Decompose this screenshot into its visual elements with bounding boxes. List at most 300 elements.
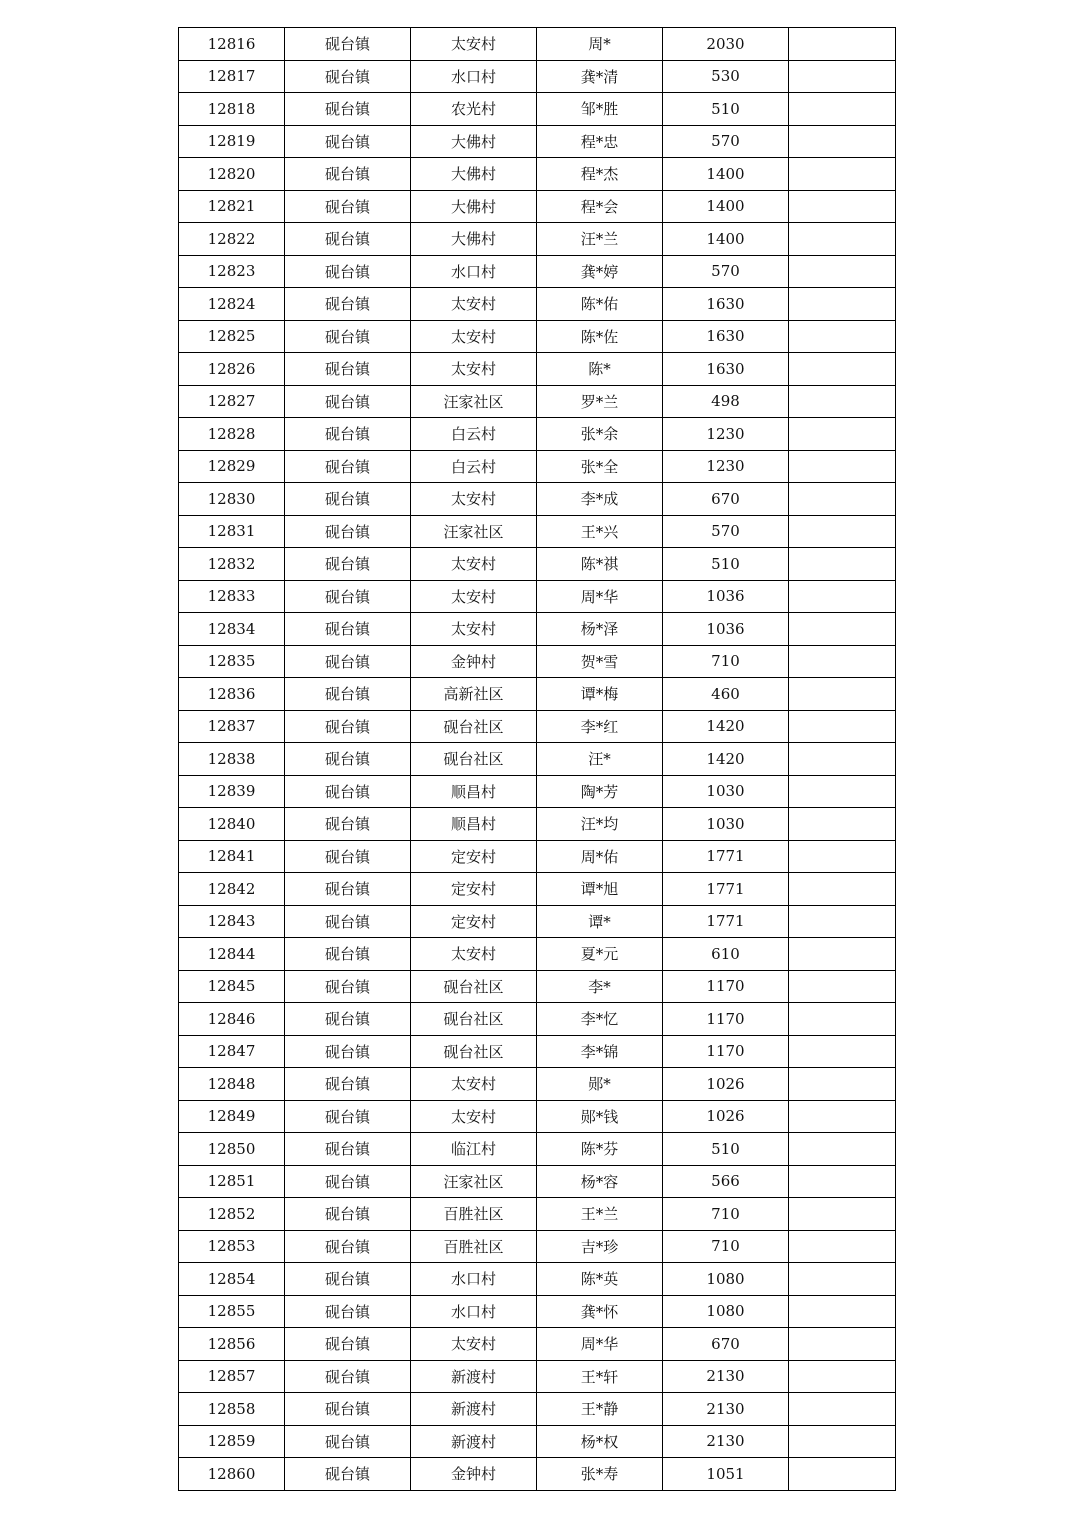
name-cell: 李*红 — [537, 710, 663, 743]
village-cell: 砚台社区 — [411, 743, 537, 776]
row-number-cell: 12819 — [179, 125, 285, 158]
note-cell — [789, 645, 896, 678]
note-cell — [789, 775, 896, 808]
village-cell: 太安村 — [411, 288, 537, 321]
village-cell: 百胜社区 — [411, 1230, 537, 1263]
town-cell: 砚台镇 — [285, 385, 411, 418]
note-cell — [789, 840, 896, 873]
note-cell — [789, 1035, 896, 1068]
village-cell: 新渡村 — [411, 1425, 537, 1458]
name-cell: 李*成 — [537, 483, 663, 516]
town-cell: 砚台镇 — [285, 743, 411, 776]
table-row — [179, 190, 896, 223]
table-row — [179, 1133, 896, 1166]
town-cell: 砚台镇 — [285, 450, 411, 483]
note-cell — [789, 1458, 896, 1491]
village-cell: 白云村 — [411, 418, 537, 451]
amount-cell: 710 — [663, 1230, 789, 1263]
village-cell: 汪家社区 — [411, 385, 537, 418]
note-cell — [789, 60, 896, 93]
village-cell: 太安村 — [411, 320, 537, 353]
name-cell: 陈*英 — [537, 1263, 663, 1296]
town-cell: 砚台镇 — [285, 1393, 411, 1426]
village-cell: 新渡村 — [411, 1360, 537, 1393]
name-cell: 陈* — [537, 353, 663, 386]
village-cell: 白云村 — [411, 450, 537, 483]
village-cell: 定安村 — [411, 840, 537, 873]
row-number-cell: 12857 — [179, 1360, 285, 1393]
village-cell: 太安村 — [411, 548, 537, 581]
village-cell: 农光村 — [411, 93, 537, 126]
note-cell — [789, 1165, 896, 1198]
name-cell: 杨*泽 — [537, 613, 663, 646]
amount-cell: 1771 — [663, 840, 789, 873]
table-row — [179, 28, 896, 61]
town-cell: 砚台镇 — [285, 158, 411, 191]
row-number-cell: 12831 — [179, 515, 285, 548]
note-cell — [789, 970, 896, 1003]
row-number-cell: 12825 — [179, 320, 285, 353]
amount-cell: 510 — [663, 548, 789, 581]
table-row — [179, 288, 896, 321]
amount-cell: 510 — [663, 93, 789, 126]
name-cell: 龚*怀 — [537, 1295, 663, 1328]
name-cell: 夏*元 — [537, 938, 663, 971]
table-row — [179, 580, 896, 613]
row-number-cell: 12853 — [179, 1230, 285, 1263]
town-cell: 砚台镇 — [285, 288, 411, 321]
amount-cell: 1630 — [663, 353, 789, 386]
name-cell: 谭* — [537, 905, 663, 938]
amount-cell: 1030 — [663, 808, 789, 841]
amount-cell: 1230 — [663, 418, 789, 451]
name-cell: 程*杰 — [537, 158, 663, 191]
town-cell: 砚台镇 — [285, 1328, 411, 1361]
note-cell — [789, 613, 896, 646]
village-cell: 百胜社区 — [411, 1198, 537, 1231]
note-cell — [789, 28, 896, 61]
amount-cell: 1630 — [663, 320, 789, 353]
row-number-cell: 12827 — [179, 385, 285, 418]
village-cell: 大佛村 — [411, 223, 537, 256]
town-cell: 砚台镇 — [285, 1458, 411, 1491]
table-row — [179, 515, 896, 548]
note-cell — [789, 1133, 896, 1166]
table-row — [179, 320, 896, 353]
name-cell: 李*忆 — [537, 1003, 663, 1036]
row-number-cell: 12852 — [179, 1198, 285, 1231]
village-cell: 大佛村 — [411, 125, 537, 158]
note-cell — [789, 1393, 896, 1426]
note-cell — [789, 353, 896, 386]
name-cell: 邹*胜 — [537, 93, 663, 126]
amount-cell: 1400 — [663, 190, 789, 223]
table-row — [179, 418, 896, 451]
name-cell: 汪*兰 — [537, 223, 663, 256]
amount-cell: 1400 — [663, 223, 789, 256]
row-number-cell: 12855 — [179, 1295, 285, 1328]
row-number-cell: 12848 — [179, 1068, 285, 1101]
note-cell — [789, 710, 896, 743]
row-number-cell: 12829 — [179, 450, 285, 483]
town-cell: 砚台镇 — [285, 1068, 411, 1101]
name-cell: 程*忠 — [537, 125, 663, 158]
town-cell: 砚台镇 — [285, 1003, 411, 1036]
name-cell: 王*静 — [537, 1393, 663, 1426]
name-cell: 杨*权 — [537, 1425, 663, 1458]
town-cell: 砚台镇 — [285, 840, 411, 873]
town-cell: 砚台镇 — [285, 60, 411, 93]
village-cell: 金钟村 — [411, 1458, 537, 1491]
town-cell: 砚台镇 — [285, 808, 411, 841]
amount-cell: 1051 — [663, 1458, 789, 1491]
amount-cell: 498 — [663, 385, 789, 418]
table-row — [179, 255, 896, 288]
town-cell: 砚台镇 — [285, 1263, 411, 1296]
name-cell: 汪* — [537, 743, 663, 776]
village-cell: 太安村 — [411, 1100, 537, 1133]
note-cell — [789, 190, 896, 223]
village-cell: 太安村 — [411, 1328, 537, 1361]
row-number-cell: 12823 — [179, 255, 285, 288]
row-number-cell: 12832 — [179, 548, 285, 581]
village-cell: 砚台社区 — [411, 1003, 537, 1036]
town-cell: 砚台镇 — [285, 1165, 411, 1198]
name-cell: 郧*钱 — [537, 1100, 663, 1133]
note-cell — [789, 1425, 896, 1458]
row-number-cell: 12830 — [179, 483, 285, 516]
town-cell: 砚台镇 — [285, 873, 411, 906]
row-number-cell: 12820 — [179, 158, 285, 191]
note-cell — [789, 1328, 896, 1361]
village-cell: 太安村 — [411, 580, 537, 613]
row-number-cell: 12842 — [179, 873, 285, 906]
note-cell — [789, 1295, 896, 1328]
village-cell: 太安村 — [411, 1068, 537, 1101]
note-cell — [789, 255, 896, 288]
table-row — [179, 970, 896, 1003]
name-cell: 周*华 — [537, 580, 663, 613]
amount-cell: 1170 — [663, 1035, 789, 1068]
town-cell: 砚台镇 — [285, 190, 411, 223]
table-row — [179, 808, 896, 841]
amount-cell: 1400 — [663, 158, 789, 191]
name-cell: 张*全 — [537, 450, 663, 483]
amount-cell: 510 — [663, 1133, 789, 1166]
name-cell: 王*兴 — [537, 515, 663, 548]
row-number-cell: 12833 — [179, 580, 285, 613]
note-cell — [789, 93, 896, 126]
row-number-cell: 12839 — [179, 775, 285, 808]
row-number-cell: 12837 — [179, 710, 285, 743]
row-number-cell: 12826 — [179, 353, 285, 386]
row-number-cell: 12821 — [179, 190, 285, 223]
village-cell: 太安村 — [411, 483, 537, 516]
row-number-cell: 12860 — [179, 1458, 285, 1491]
name-cell: 郧* — [537, 1068, 663, 1101]
amount-cell: 2030 — [663, 28, 789, 61]
row-number-cell: 12835 — [179, 645, 285, 678]
amount-cell: 570 — [663, 255, 789, 288]
village-cell: 大佛村 — [411, 158, 537, 191]
row-number-cell: 12818 — [179, 93, 285, 126]
row-number-cell: 12817 — [179, 60, 285, 93]
note-cell — [789, 1100, 896, 1133]
row-number-cell: 12844 — [179, 938, 285, 971]
amount-cell: 670 — [663, 1328, 789, 1361]
name-cell: 程*会 — [537, 190, 663, 223]
amount-cell: 610 — [663, 938, 789, 971]
row-number-cell: 12843 — [179, 905, 285, 938]
name-cell: 谭*梅 — [537, 678, 663, 711]
table-row — [179, 938, 896, 971]
table-row — [179, 1035, 896, 1068]
amount-cell: 1080 — [663, 1295, 789, 1328]
village-cell: 水口村 — [411, 1295, 537, 1328]
row-number-cell: 12828 — [179, 418, 285, 451]
row-number-cell: 12851 — [179, 1165, 285, 1198]
row-number-cell: 12849 — [179, 1100, 285, 1133]
note-cell — [789, 678, 896, 711]
table-row — [179, 1003, 896, 1036]
amount-cell: 1036 — [663, 613, 789, 646]
note-cell — [789, 1198, 896, 1231]
note-cell — [789, 1360, 896, 1393]
table-row — [179, 678, 896, 711]
note-cell — [789, 483, 896, 516]
village-cell: 太安村 — [411, 28, 537, 61]
table-row — [179, 93, 896, 126]
table-row — [179, 60, 896, 93]
name-cell: 王*轩 — [537, 1360, 663, 1393]
amount-cell: 1026 — [663, 1100, 789, 1133]
town-cell: 砚台镇 — [285, 710, 411, 743]
note-cell — [789, 158, 896, 191]
village-cell: 太安村 — [411, 353, 537, 386]
note-cell — [789, 418, 896, 451]
note-cell — [789, 515, 896, 548]
amount-cell: 2130 — [663, 1425, 789, 1458]
amount-cell: 710 — [663, 1198, 789, 1231]
note-cell — [789, 450, 896, 483]
town-cell: 砚台镇 — [285, 223, 411, 256]
table-row — [179, 1295, 896, 1328]
amount-cell: 710 — [663, 645, 789, 678]
village-cell: 顺昌村 — [411, 808, 537, 841]
note-cell — [789, 905, 896, 938]
town-cell: 砚台镇 — [285, 1295, 411, 1328]
amount-cell: 1030 — [663, 775, 789, 808]
row-number-cell: 12824 — [179, 288, 285, 321]
note-cell — [789, 743, 896, 776]
amount-cell: 570 — [663, 515, 789, 548]
town-cell: 砚台镇 — [285, 1035, 411, 1068]
table-row — [179, 1393, 896, 1426]
village-cell: 高新社区 — [411, 678, 537, 711]
name-cell: 龚*婷 — [537, 255, 663, 288]
table-row — [179, 548, 896, 581]
table-row — [179, 1263, 896, 1296]
table-row — [179, 1165, 896, 1198]
town-cell: 砚台镇 — [285, 418, 411, 451]
table-row — [179, 125, 896, 158]
name-cell: 周* — [537, 28, 663, 61]
town-cell: 砚台镇 — [285, 645, 411, 678]
table-row — [179, 1198, 896, 1231]
note-cell — [789, 548, 896, 581]
village-cell: 砚台社区 — [411, 710, 537, 743]
amount-cell: 1230 — [663, 450, 789, 483]
amount-cell: 1080 — [663, 1263, 789, 1296]
town-cell: 砚台镇 — [285, 1198, 411, 1231]
table-row — [179, 1068, 896, 1101]
name-cell: 陈*祺 — [537, 548, 663, 581]
table-row — [179, 483, 896, 516]
name-cell: 陈*佑 — [537, 288, 663, 321]
note-cell — [789, 1263, 896, 1296]
village-cell: 新渡村 — [411, 1393, 537, 1426]
village-cell: 太安村 — [411, 613, 537, 646]
town-cell: 砚台镇 — [285, 353, 411, 386]
table-row — [179, 710, 896, 743]
name-cell: 罗*兰 — [537, 385, 663, 418]
note-cell — [789, 385, 896, 418]
amount-cell: 566 — [663, 1165, 789, 1198]
village-cell: 大佛村 — [411, 190, 537, 223]
amount-cell: 670 — [663, 483, 789, 516]
town-cell: 砚台镇 — [285, 320, 411, 353]
table-row — [179, 353, 896, 386]
row-number-cell: 12846 — [179, 1003, 285, 1036]
village-cell: 顺昌村 — [411, 775, 537, 808]
town-cell: 砚台镇 — [285, 93, 411, 126]
amount-cell: 1420 — [663, 710, 789, 743]
note-cell — [789, 580, 896, 613]
note-cell — [789, 288, 896, 321]
village-cell: 水口村 — [411, 255, 537, 288]
note-cell — [789, 808, 896, 841]
town-cell: 砚台镇 — [285, 1360, 411, 1393]
table-row — [179, 743, 896, 776]
amount-cell: 1771 — [663, 905, 789, 938]
town-cell: 砚台镇 — [285, 28, 411, 61]
town-cell: 砚台镇 — [285, 1133, 411, 1166]
name-cell: 陶*芳 — [537, 775, 663, 808]
table-row — [179, 840, 896, 873]
table-row — [179, 613, 896, 646]
amount-cell: 2130 — [663, 1360, 789, 1393]
village-cell: 汪家社区 — [411, 515, 537, 548]
table-row — [179, 1230, 896, 1263]
village-cell: 水口村 — [411, 60, 537, 93]
name-cell: 吉*珍 — [537, 1230, 663, 1263]
table-row — [179, 1458, 896, 1491]
row-number-cell: 12836 — [179, 678, 285, 711]
name-cell: 汪*均 — [537, 808, 663, 841]
town-cell: 砚台镇 — [285, 548, 411, 581]
name-cell: 谭*旭 — [537, 873, 663, 906]
note-cell — [789, 320, 896, 353]
name-cell: 李* — [537, 970, 663, 1003]
amount-cell: 460 — [663, 678, 789, 711]
note-cell — [789, 1068, 896, 1101]
name-cell: 周*佑 — [537, 840, 663, 873]
town-cell: 砚台镇 — [285, 580, 411, 613]
town-cell: 砚台镇 — [285, 255, 411, 288]
village-cell: 定安村 — [411, 905, 537, 938]
note-cell — [789, 125, 896, 158]
village-cell: 太安村 — [411, 938, 537, 971]
village-cell: 汪家社区 — [411, 1165, 537, 1198]
amount-cell: 530 — [663, 60, 789, 93]
name-cell: 龚*清 — [537, 60, 663, 93]
row-number-cell: 12822 — [179, 223, 285, 256]
table-row — [179, 905, 896, 938]
note-cell — [789, 1230, 896, 1263]
town-cell: 砚台镇 — [285, 1100, 411, 1133]
town-cell: 砚台镇 — [285, 483, 411, 516]
note-cell — [789, 1003, 896, 1036]
name-cell: 张*寿 — [537, 1458, 663, 1491]
town-cell: 砚台镇 — [285, 970, 411, 1003]
table-row — [179, 385, 896, 418]
table-row — [179, 223, 896, 256]
table-row — [179, 1328, 896, 1361]
name-cell: 张*余 — [537, 418, 663, 451]
row-number-cell: 12845 — [179, 970, 285, 1003]
name-cell: 陈*芬 — [537, 1133, 663, 1166]
row-number-cell: 12858 — [179, 1393, 285, 1426]
amount-cell: 2130 — [663, 1393, 789, 1426]
town-cell: 砚台镇 — [285, 678, 411, 711]
table-row — [179, 1100, 896, 1133]
town-cell: 砚台镇 — [285, 515, 411, 548]
data-table — [178, 27, 896, 1491]
table-row — [179, 645, 896, 678]
town-cell: 砚台镇 — [285, 1425, 411, 1458]
amount-cell: 1771 — [663, 873, 789, 906]
village-cell: 定安村 — [411, 873, 537, 906]
note-cell — [789, 223, 896, 256]
village-cell: 金钟村 — [411, 645, 537, 678]
amount-cell: 570 — [663, 125, 789, 158]
note-cell — [789, 938, 896, 971]
amount-cell: 1420 — [663, 743, 789, 776]
row-number-cell: 12838 — [179, 743, 285, 776]
town-cell: 砚台镇 — [285, 905, 411, 938]
name-cell: 李*锦 — [537, 1035, 663, 1068]
table-row — [179, 1360, 896, 1393]
row-number-cell: 12856 — [179, 1328, 285, 1361]
village-cell: 临江村 — [411, 1133, 537, 1166]
town-cell: 砚台镇 — [285, 775, 411, 808]
amount-cell: 1170 — [663, 1003, 789, 1036]
town-cell: 砚台镇 — [285, 1230, 411, 1263]
row-number-cell: 12847 — [179, 1035, 285, 1068]
table-body — [179, 28, 896, 1491]
amount-cell: 1026 — [663, 1068, 789, 1101]
name-cell: 杨*容 — [537, 1165, 663, 1198]
village-cell: 砚台社区 — [411, 1035, 537, 1068]
town-cell: 砚台镇 — [285, 125, 411, 158]
row-number-cell: 12841 — [179, 840, 285, 873]
name-cell: 陈*佐 — [537, 320, 663, 353]
row-number-cell: 12854 — [179, 1263, 285, 1296]
name-cell: 贺*雪 — [537, 645, 663, 678]
row-number-cell: 12816 — [179, 28, 285, 61]
table-row — [179, 1425, 896, 1458]
table-row — [179, 158, 896, 191]
